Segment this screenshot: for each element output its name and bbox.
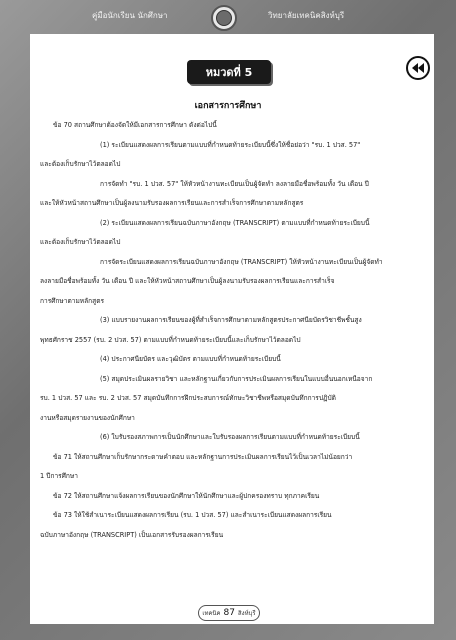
paragraph-line: (5) สมุดประเมินผลรายวิชา และหลักฐานเกี่ยวกับการประเมินผลการเรียนในแบบอื่นนอกเหนือจาก	[100, 374, 373, 383]
paragraph-line: และต้องเก็บรักษาไว้ตลอดไป	[40, 160, 121, 168]
paragraph-line: การจัดระเบียนแสดงผลการเรียนฉบับภาษาอังกฤษ (TRANSCRIPT) ให้หัวหน้างานทะเบียนเป็นผู้จัดทำ	[100, 257, 383, 266]
paragraph-line: (6) ใบรับรองสภาพการเป็นนักศึกษาและใบรับรองผลการเรียนตามแบบที่กำหนดท้ายระเบียบนี้	[100, 433, 360, 441]
paragraph-line: และต้องเก็บรักษาไว้ตลอดไป	[40, 238, 121, 246]
page-number: 87	[223, 608, 235, 618]
page-number-badge	[198, 605, 260, 621]
rewind-icon	[408, 58, 428, 78]
paragraph-line: 1 ปีการศึกษา	[40, 472, 78, 480]
header-right-text: วิทยาลัยเทคนิคสิงห์บุรี	[268, 11, 345, 20]
header-left-text: คู่มือนักเรียน นักศึกษา	[92, 11, 168, 20]
paragraph-line: การจัดทำ "รบ. 1 ปวส. 57" ให้หัวหน้างานทะเบียนเป็นผู้จัดทำ ลงลายมือชื่อพร้อมทั้ง วัน เดือน ปี	[100, 179, 369, 188]
section-title: เอกสารการศึกษา	[194, 101, 262, 111]
paragraph-line: ข้อ 73 ให้ใช้สำเนาระเบียนแสดงผลการเรียน (รบ. 1 ปวส. 57) และสำเนาระเบียนแสดงผลการเรียน	[53, 511, 332, 519]
paragraph-line: ข้อ 72 ให้สถานศึกษาแจ้งผลการเรียนของนักศึกษาให้นักศึกษาและผู้ปกครองทราบ ทุกภาคเรียน	[53, 491, 320, 500]
paragraph-line: (4) ประกาศนียบัตร และวุฒิบัตร ตามแบบที่กำหนดท้ายระเบียบนี้	[100, 355, 281, 363]
paragraph-line: (2) ระเบียนแสดงผลการเรียนฉบับภาษาอังกฤษ (TRANSCRIPT) ตามแบบที่กำหนดท้ายระเบียบนี้	[100, 218, 370, 227]
header-bar	[0, 0, 456, 34]
footer-suffix: สิงห์บุรี	[238, 610, 256, 617]
chapter-label: หมวดที่ 5	[205, 66, 253, 79]
paragraph-line: ลงลายมือชื่อพร้อมทั้ง วัน เดือน ปี และให้หัวหน้าสถานศึกษาเป็นผู้ลงนามรับรองผลการเรียนและการสำเร็จ	[40, 277, 335, 285]
paragraph-line: และให้หัวหน้าสถานศึกษาเป็นผู้ลงนามรับรองผลการเรียนและการสำเร็จการศึกษาตามหลักสูตร	[40, 199, 304, 207]
footer-prefix: เทคนิค	[202, 610, 221, 617]
paragraph-line: ข้อ 71 ให้สถานศึกษาเก็บรักษากระดาษคำตอบ และหลักฐานการประเมินผลการเรียนไว้เป็นเวลาไม่น้อยกว่า	[53, 452, 353, 461]
paragraph-line: ฉบับภาษาอังกฤษ (TRANSCRIPT) เป็นเอกสารรับรองผลการเรียน	[40, 530, 224, 539]
paragraph-line: ข้อ 70 สถานศึกษาต้องจัดให้มีเอกสารการศึกษา ดังต่อไปนี้	[53, 121, 217, 129]
document-body	[40, 116, 418, 545]
paragraph-line: รบ. 1 ปวส. 57 และ รบ. 2 ปวส. 57 สมุดบันทึกการฝึกประสบการณ์ทักษะวิชาชีพหรือสมุดบันทึกการปฏิบัติ	[40, 394, 336, 402]
paragraph-line: (3) แบบรายงานผลการเรียนของผู้ที่สำเร็จการศึกษาตามหลักสูตรประกาศนียบัตรวิชาชีพชั้นสูง	[100, 316, 362, 324]
back-button[interactable]	[406, 56, 430, 80]
paragraph-line: พุทธศักราช 2557 (รบ. 2 ปวส. 57) ตามแบบที่กำหนดท้ายระเบียบนี้และเก็บรักษาไว้ตลอดไป	[40, 335, 301, 344]
paragraph-line: งานหรือสมุดรายงานของนักศึกษา	[40, 413, 135, 422]
chapter-badge	[187, 60, 271, 84]
paragraph-line: (1) ระเบียนแสดงผลการเรียนตามแบบที่กำหนดท้ายระเบียบนี้ซึ่งให้ชื่อย่อว่า "รบ. 1 ปวส. 57"	[100, 140, 361, 149]
paragraph-line: การศึกษาตามหลักสูตร	[40, 296, 105, 305]
college-logo	[211, 5, 237, 31]
